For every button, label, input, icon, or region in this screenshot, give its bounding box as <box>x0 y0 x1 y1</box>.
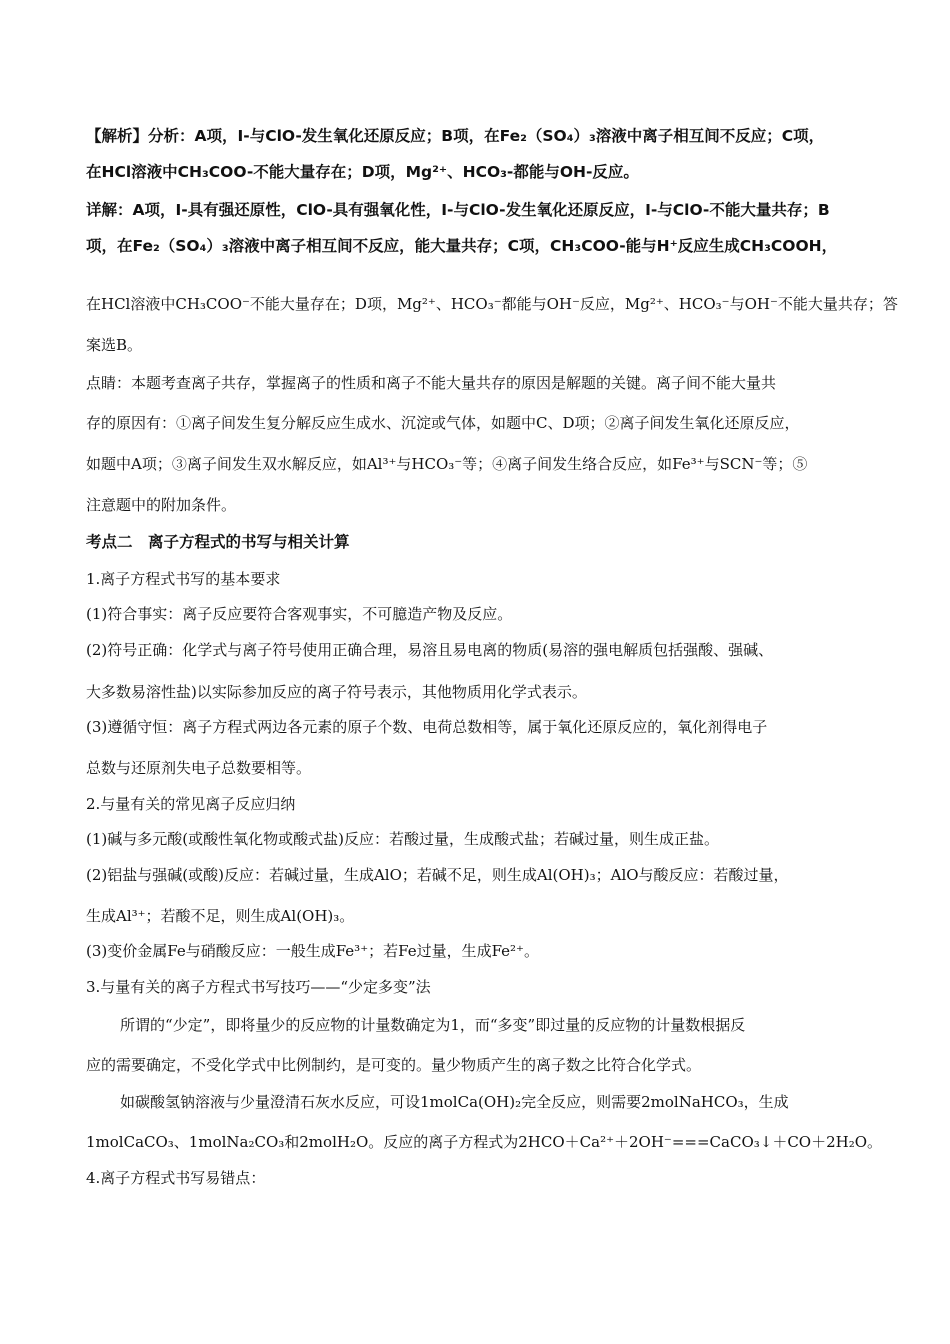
paragraph-3b: 大多数易溶性盐)以实际参加反应的离子符号表示，其他物质用化学式表示。 <box>86 683 587 701</box>
paragraph-5: 2.与量有关的常见离子反应归纳 <box>86 795 296 813</box>
paragraph-7a: (2)铝盐与强碱(或酸)反应：若碱过量，生成AlO；若碱不足，则生成Al(OH)₃；AlO与酸反应：若酸过量， <box>86 866 789 884</box>
tip-line-4: 注意题中的附加条件。 <box>86 496 237 514</box>
analysis-line-1: 【解析】分析：A项，I-与ClO-发生氧化还原反应；B项，在Fe₂（SO₄）₃溶液中离子相互间不反应；C项， <box>86 127 825 145</box>
analysis-line-3: 详解：A项，I-具有强还原性，ClO-具有强氧化性，I-与ClO-发生氧化还原反应，I-与ClO-不能大量共存；B <box>86 201 830 219</box>
paragraph-11b: 1molCaCO₃、1molNa₂CO₃和2molH₂O。反应的离子方程式为2HCO＋Ca²⁺＋2OH⁻===CaCO₃↓＋CO＋2H₂O。 <box>86 1133 883 1151</box>
paragraph-10b: 应的需要确定，不受化学式中比例制约，是可变的。量少物质产生的离子数之比符合化学式。 <box>86 1056 702 1074</box>
tip-line-3: 如题中A项；③离子间发生双水解反应，如Al³⁺与HCO₃⁻等；④离子间发生络合反应，如Fe³⁺与SCN⁻等；⑤ <box>86 455 808 473</box>
paragraph-2: (1)符合事实：离子反应要符合客观事实，不可臆造产物及反应。 <box>86 605 513 623</box>
paragraph-10a: 所谓的“少定”，即将量少的反应物的计量数确定为1，而“多变”即过量的反应物的计量数根据反 <box>120 1016 746 1034</box>
paragraph-9: 3.与量有关的离子方程式书写技巧——“少定多变”法 <box>86 978 431 996</box>
paragraph-4a: (3)遵循守恒：离子方程式两边各元素的原子个数、电荷总数相等，属于氧化还原反应的，氧化剂得电子 <box>86 718 768 736</box>
paragraph-7b: 生成Al³⁺；若酸不足，则生成Al(OH)₃。 <box>86 907 355 925</box>
tip-line-2: 存的原因有：①离子间发生复分解反应生成水、沉淀或气体，如题中C、D项；②离子间发生氧化还原反应， <box>86 414 800 432</box>
analysis-line-6: 案选B。 <box>86 336 143 354</box>
analysis-line-4: 项，在Fe₂（SO₄）₃溶液中离子相互间不反应，能大量共存；C项，CH₃COO-能与H⁺反应生成CH₃COOH， <box>86 237 838 255</box>
paragraph-8: (3)变价金属Fe与硝酸反应：一般生成Fe³⁺；若Fe过量，生成Fe²⁺。 <box>86 942 539 960</box>
analysis-tag: 【解析】 <box>86 127 149 145</box>
paragraph-4b: 总数与还原剂失电子总数要相等。 <box>86 759 312 777</box>
paragraph-6: (1)碱与多元酸(或酸性氧化物或酸式盐)反应：若酸过量，生成酸式盐；若碱过量，则生成正盐。 <box>86 830 719 848</box>
section-heading: 考点二 离子方程式的书写与相关计算 <box>86 533 350 551</box>
paragraph-12: 4.离子方程式书写易错点： <box>86 1169 266 1187</box>
paragraph-11a: 如碳酸氢钠溶液与少量澄清石灰水反应，可设1molCa(OH)₂完全反应，则需要2molNaHCO₃，生成 <box>120 1093 789 1111</box>
analysis-line-2: 在HCl溶液中CH₃COO-不能大量存在；D项，Mg²⁺、HCO₃-都能与OH-反应。 <box>86 163 639 181</box>
analysis-line-5: 在HCl溶液中CH₃COO⁻不能大量存在；D项，Mg²⁺、HCO₃⁻都能与OH⁻反应，Mg²⁺、HCO₃⁻与OH⁻不能大量共存；答 <box>86 295 898 313</box>
tip-line-1: 点睛：本题考查离子共存，掌握离子的性质和离子不能大量共存的原因是解题的关键。离子间不能大量共 <box>86 374 777 392</box>
paragraph-1: 1.离子方程式书写的基本要求 <box>86 570 281 588</box>
paragraph-3a: (2)符号正确：化学式与离子符号使用正确合理，易溶且易电离的物质(易溶的强电解质包括强酸、强碱、 <box>86 641 774 659</box>
